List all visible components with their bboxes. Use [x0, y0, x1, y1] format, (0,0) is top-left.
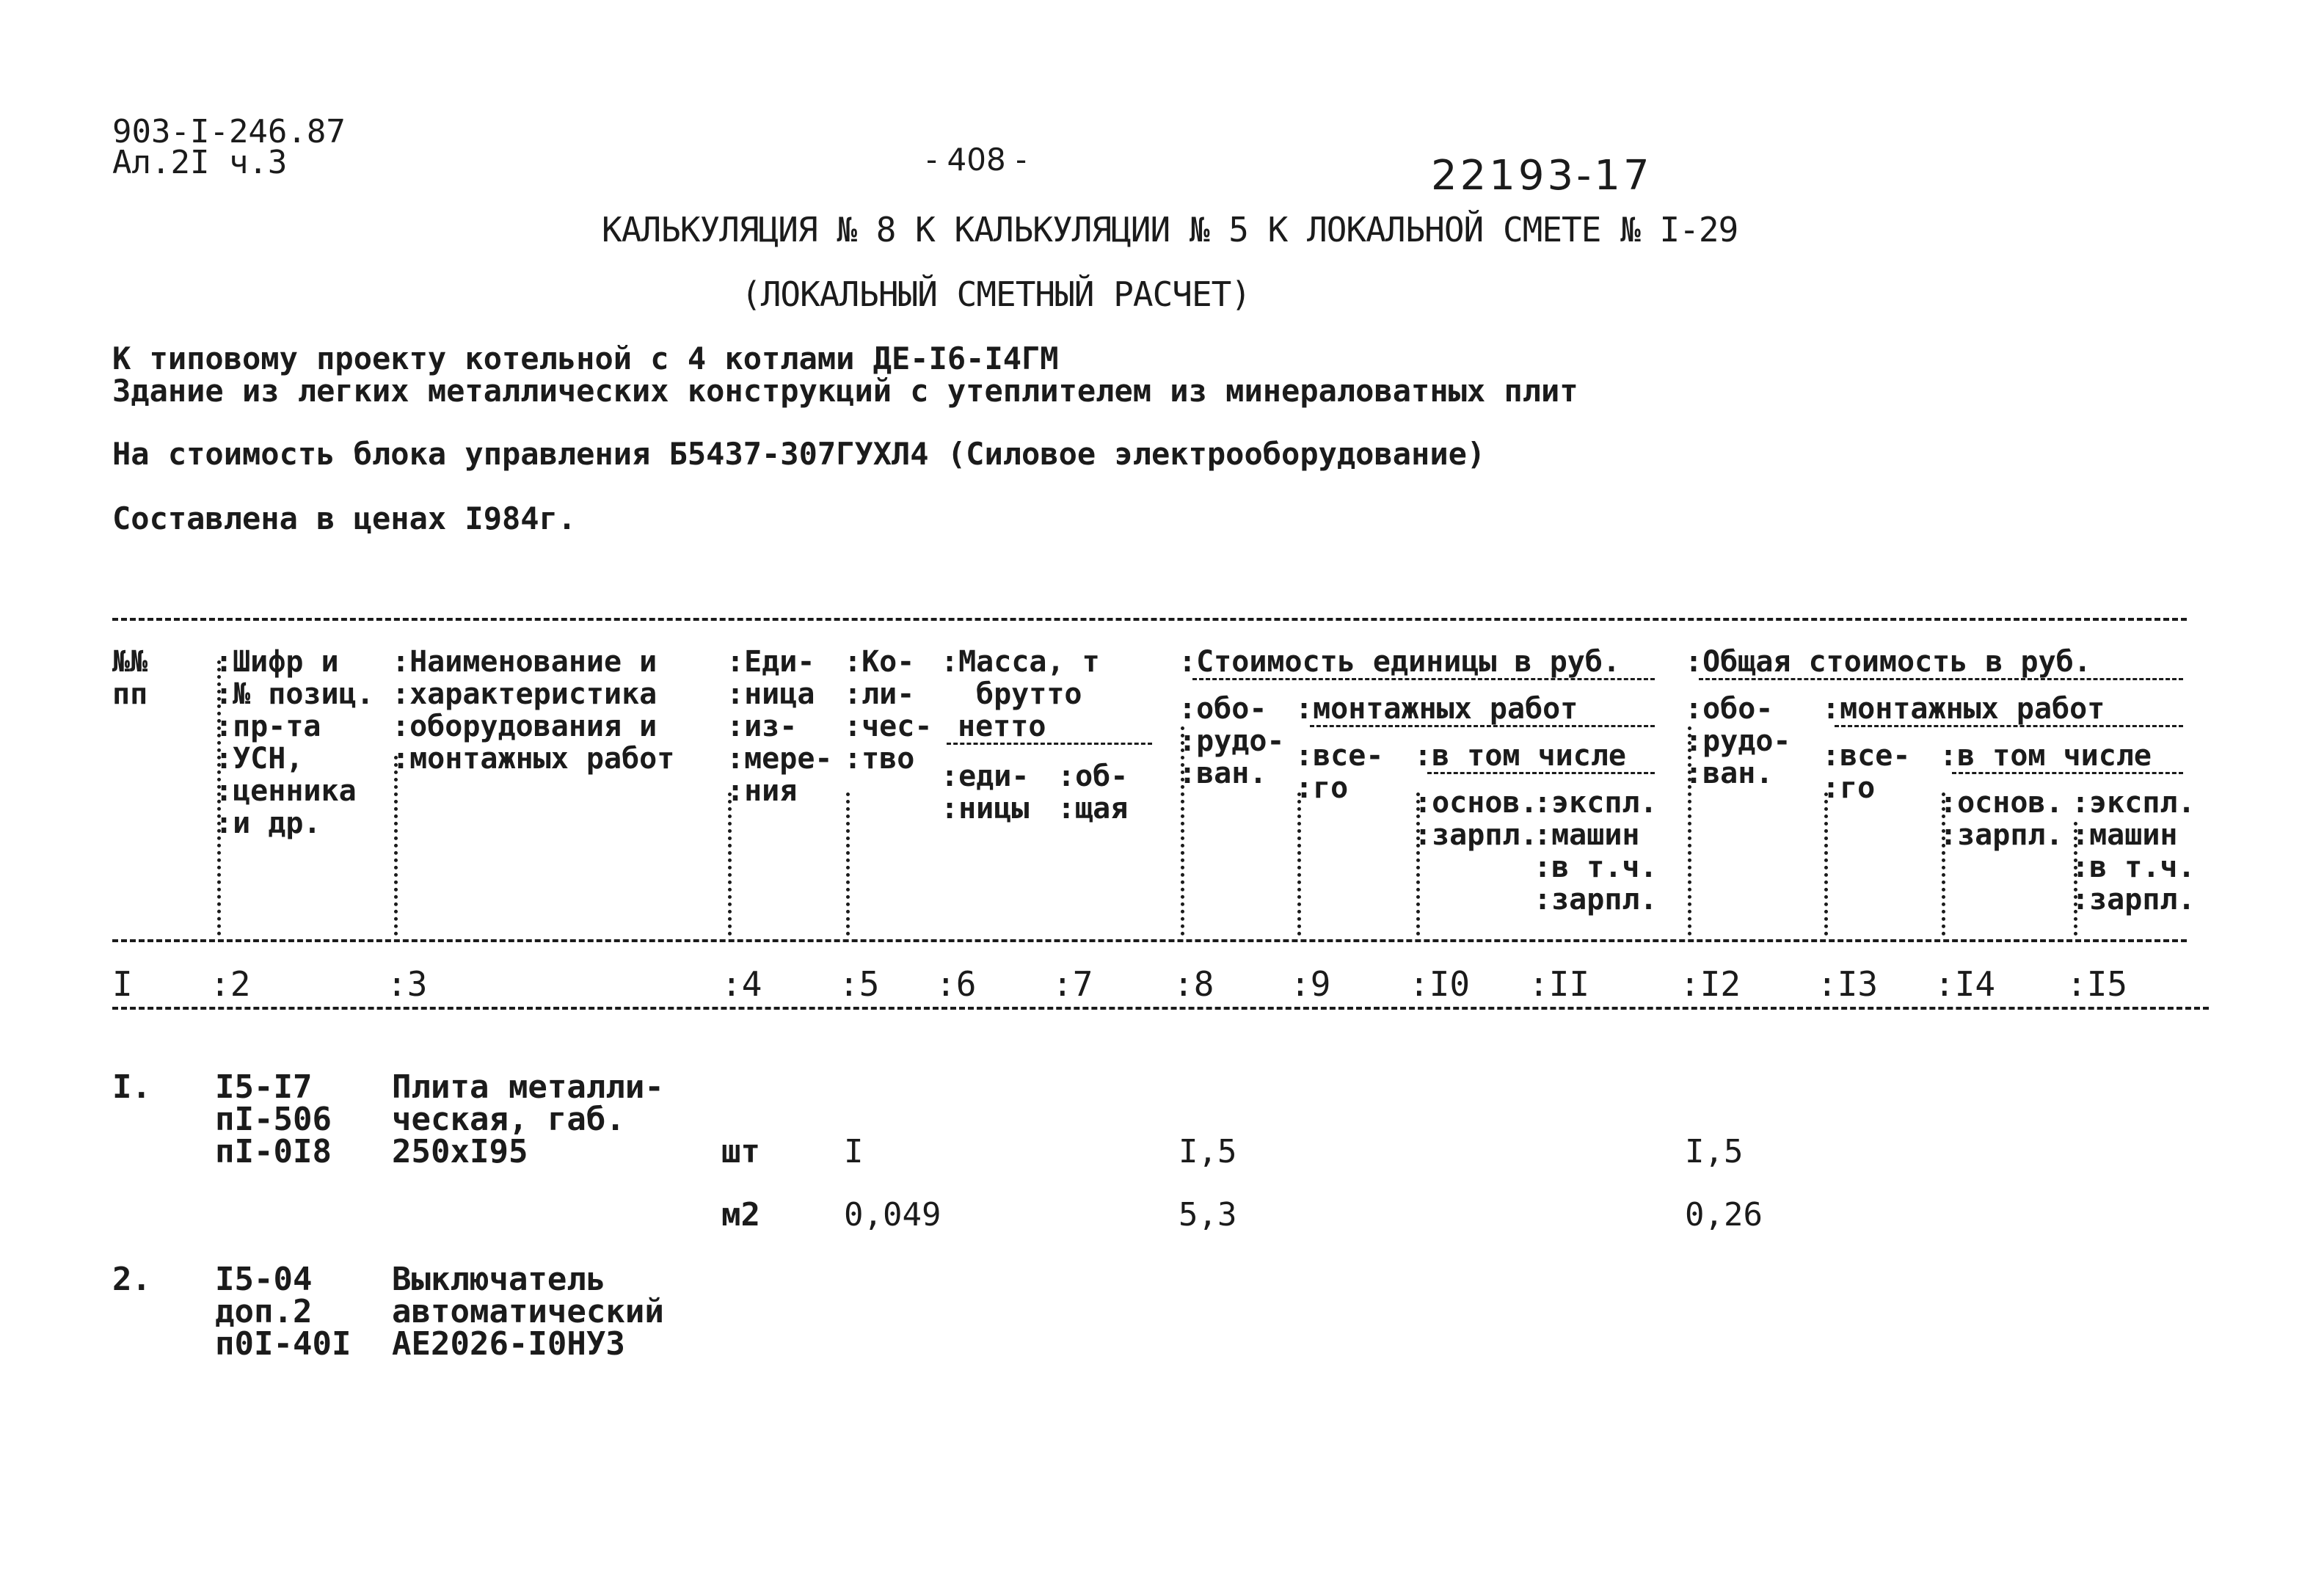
- column-number: :I2: [1680, 964, 1741, 1004]
- album-ref: Ал.2I ч.3: [112, 144, 288, 181]
- header-mass: :Масса, т: [941, 645, 1100, 679]
- column-number: :I5: [2066, 964, 2128, 1004]
- table-header-bottom-rule: [112, 939, 2187, 942]
- header-mass-gross: брутто: [976, 677, 1082, 711]
- intro-line-prices: Составлена в ценах I984г.: [112, 500, 577, 536]
- column-number: :7: [1052, 964, 1093, 1004]
- header-col-unit: :Еди- :ница :из- :мере- :ния: [726, 645, 833, 808]
- row-2-code: I5-04 доп.2 п0I-40I: [215, 1261, 351, 1363]
- header-total-cost: :Общая стоимость в руб.: [1685, 645, 2091, 679]
- header-col-unit-equipment: :обо- :рудо- :ван.: [1179, 692, 1285, 790]
- row-2-number: 2.: [112, 1261, 151, 1298]
- column-number: :4: [721, 964, 762, 1004]
- header-col-unit-machines: :экспл. :машин :в т.ч. :зарпл.: [1534, 786, 1658, 917]
- page-mark: - 408 -: [926, 142, 1027, 178]
- unit-cost-underline: [1192, 678, 1655, 680]
- header-total-including: :в том числе: [1939, 739, 2152, 773]
- column-number: :6: [936, 964, 977, 1004]
- column-number: :8: [1173, 964, 1214, 1004]
- doc-code: 903-I-246.87: [112, 113, 346, 150]
- document-title: КАЛЬКУЛЯЦИЯ № 8 К КАЛЬКУЛЯЦИИ № 5 К ЛОКАЛЬНОЙ СМЕТЕ № I-29: [602, 210, 1738, 249]
- row-1b-quantity: 0,049: [844, 1196, 941, 1234]
- header-col-total-machines: :экспл. :машин :в т.ч. :зарпл.: [2072, 786, 2196, 917]
- header-unit-cost: :Стоимость единицы в руб.: [1179, 645, 1621, 679]
- header-col-total-equipment: :обо- :рудо- :ван.: [1685, 692, 1791, 790]
- header-col-unit-base-wage: :основ. :зарпл.: [1414, 786, 1538, 852]
- table-top-rule: [112, 618, 2187, 621]
- column-separator: [846, 792, 850, 936]
- total-including-underline: [1952, 772, 2183, 774]
- row-1-total-equipment-cost: I,5: [1685, 1133, 1744, 1170]
- header-col-quantity: :Ко- :ли- :чес- :тво: [844, 645, 933, 776]
- header-col-mass-unit: :еди- :ницы: [941, 759, 1030, 826]
- column-separator: [1824, 792, 1828, 936]
- intro-line-project: К типовому проекту котельной с 4 котлами ДЕ-I6-I4ГМ: [112, 340, 1059, 376]
- intro-line-subject: На стоимость блока управления Б5437-307ГУХЛ4 (Силовое электрооборудование): [112, 436, 1486, 472]
- column-number: :2: [210, 964, 251, 1004]
- column-number: :5: [839, 964, 880, 1004]
- row-1-number: I.: [112, 1068, 151, 1106]
- column-separator: [394, 756, 398, 936]
- column-number: I: [112, 964, 133, 1004]
- column-numbers-bottom-rule: [112, 1007, 2209, 1010]
- column-number: :3: [387, 964, 428, 1004]
- mass-net-underline: [947, 743, 1152, 745]
- unit-including-underline: [1427, 772, 1655, 774]
- row-1b-unit-equipment-cost: 5,3: [1179, 1196, 1237, 1234]
- row-2-name: Выключатель автоматический АЕ2026-I0НУЗ: [392, 1261, 664, 1363]
- column-separator: [728, 792, 732, 936]
- column-number: :I3: [1817, 964, 1879, 1004]
- header-col-unit-mounting-total: :все- :го: [1295, 739, 1384, 805]
- row-1-quantity: I: [844, 1133, 864, 1170]
- header-col-total-mounting-total: :все- :го: [1822, 739, 1911, 805]
- header-col-name: :Наименование и :характеристика :оборудования и :монтажных работ: [392, 645, 675, 776]
- row-1b-unit: м2: [721, 1196, 760, 1234]
- header-col-total-base-wage: :основ. :зарпл.: [1939, 786, 2063, 852]
- header-mass-net: нетто: [958, 710, 1046, 743]
- column-number: :I0: [1409, 964, 1471, 1004]
- column-separator: [1297, 792, 1301, 936]
- header-col-number: №№ пп: [112, 645, 148, 711]
- row-1-name: Плита металли- ческая, габ. 250хI95: [392, 1068, 664, 1170]
- total-mounting-underline: [1835, 725, 2183, 727]
- header-unit-mounting: :монтажных работ: [1295, 692, 1578, 726]
- column-number: :9: [1290, 964, 1331, 1004]
- row-1-code: I5-I7 пI-506 пI-0I8: [215, 1068, 332, 1170]
- header-col-code: :Шифр и :№ позиц. :пр-та :УСН, :ценника :и др.: [215, 645, 374, 840]
- intro-line-building: Здание из легких металлических конструкций с утеплителем из минераловатных плит: [112, 373, 1578, 409]
- total-cost-underline: [1699, 678, 2183, 680]
- row-1-unit-equipment-cost: I,5: [1179, 1133, 1237, 1170]
- column-number: :II: [1529, 964, 1590, 1004]
- row-1-unit: шт: [721, 1133, 760, 1170]
- column-number: :I4: [1934, 964, 1996, 1004]
- header-unit-including: :в том числе: [1414, 739, 1626, 773]
- header-total-mounting: :монтажных работ: [1822, 692, 2105, 726]
- header-col-mass-total: :об- :щая: [1057, 759, 1129, 826]
- stamp-number: 22193-17: [1431, 152, 1653, 200]
- unit-mounting-underline: [1310, 725, 1655, 727]
- row-1b-total-equipment-cost: 0,26: [1685, 1196, 1763, 1234]
- document-subtitle: (ЛОКАЛЬНЫЙ СМЕТНЫЙ РАСЧЕТ): [741, 274, 1251, 314]
